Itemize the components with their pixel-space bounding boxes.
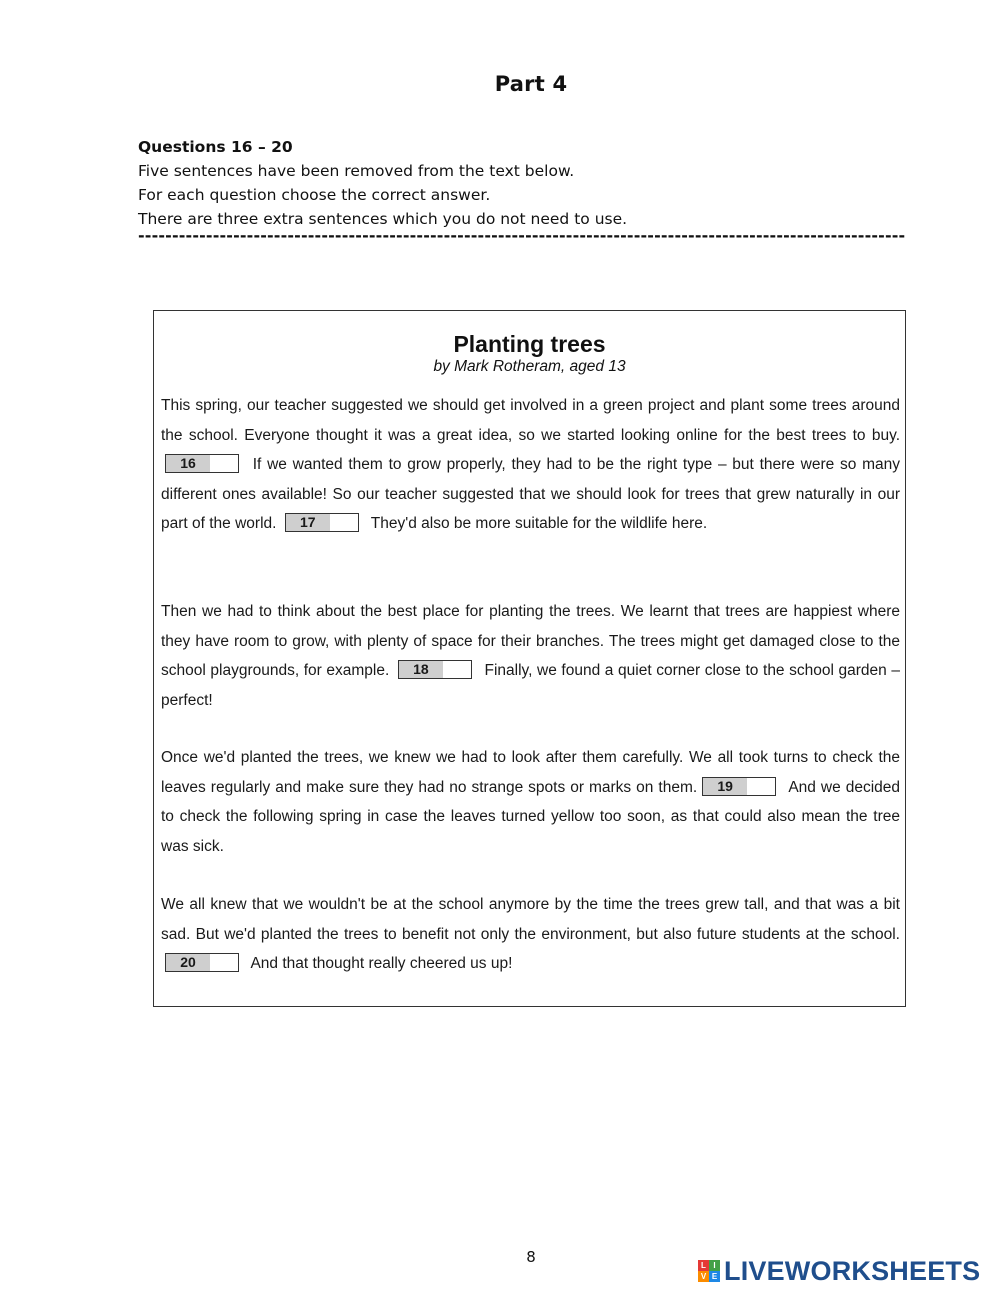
- paragraph-2-text-b: Finally, we found a quiet corner close to the school garden – perfect!: [161, 662, 901, 709]
- brand-name: LIVEWORKSHEETS: [724, 1255, 981, 1286]
- paragraph-1-text-a: This spring, our teacher suggested we should get involved in a green project and plant some trees around the school. Everyone thought it was a great idea, so we started looking online for the best trees to buy.: [161, 397, 900, 444]
- paragraph-1: [161, 391, 900, 539]
- paragraph-4-text-a: We all knew that we wouldn't be at the school anymore by the time the trees grew tall, and that was a bit sad. But we'd planted the trees to benefit not only the environment, but also future students at the school.: [161, 896, 900, 943]
- logo-letter-v: V: [698, 1271, 709, 1282]
- answer-gap-20[interactable]: [165, 953, 239, 972]
- liveworksheets-brand[interactable]: [698, 1256, 980, 1286]
- paragraph-1-text-b: If we wanted them to grow properly, they had to be the right type – but there were so many different ones available! So our teacher suggested that we should look for trees that grew naturally in our part of the world.: [161, 456, 900, 533]
- instruction-line-1: Five sentences have been removed from the text below.: [138, 162, 575, 180]
- paragraph-4-text-b: And that thought really cheered us up!: [250, 955, 513, 973]
- answer-gap-19[interactable]: [702, 777, 776, 796]
- article-title: Planting trees: [453, 331, 606, 357]
- paragraph-3-text-b: And we decided to check the following spring in case the leaves turned yellow too soon, as that could also mean the tree was sick.: [161, 778, 900, 855]
- logo-letter-l: L: [698, 1260, 709, 1271]
- gap-number-20: 20: [166, 954, 210, 971]
- separator-line: -----------------------------------------------------------------------------------------------------------------: [138, 226, 906, 245]
- article-box: [153, 310, 906, 1007]
- paragraph-2-text-a: Then we had to think about the best place for planting the trees. We learnt that trees are happiest where they have room to grow, with plenty of space for their branches. The trees might get damaged close to the school playgrounds, for example.: [161, 603, 900, 680]
- answer-gap-18[interactable]: [398, 660, 472, 679]
- paragraph-3-text-a: Once we'd planted the trees, we knew we had to look after them carefully. We all took turns to check the leaves regularly and make sure they had no strange spots or marks on them.: [161, 749, 900, 796]
- answer-gap-17[interactable]: [285, 513, 359, 532]
- instruction-line-3: There are three extra sentences which you do not need to use.: [138, 210, 628, 228]
- gap-number-18: 18: [399, 661, 443, 678]
- instruction-line-2: For each question choose the correct answer.: [138, 186, 491, 204]
- article-byline: by Mark Rotheram, aged 13: [433, 358, 626, 375]
- question-range: Questions 16 – 20: [138, 138, 293, 156]
- instructions: [138, 135, 938, 231]
- answer-gap-16[interactable]: [165, 454, 239, 473]
- paragraph-3: [161, 743, 900, 861]
- paragraph-2: [161, 597, 900, 715]
- gap-number-16: 16: [166, 455, 210, 472]
- gap-number-17: 17: [286, 514, 330, 531]
- logo-letter-e: E: [709, 1271, 720, 1282]
- page-number: 8: [526, 1248, 536, 1266]
- liveworksheets-logo-icon: [698, 1260, 720, 1282]
- paragraph-1-text-c: They'd also be more suitable for the wildlife here.: [370, 515, 708, 533]
- paragraph-4: [161, 890, 900, 979]
- gap-number-19: 19: [703, 778, 747, 795]
- part-title: Part 4: [494, 72, 568, 96]
- logo-letter-i: I: [709, 1260, 720, 1271]
